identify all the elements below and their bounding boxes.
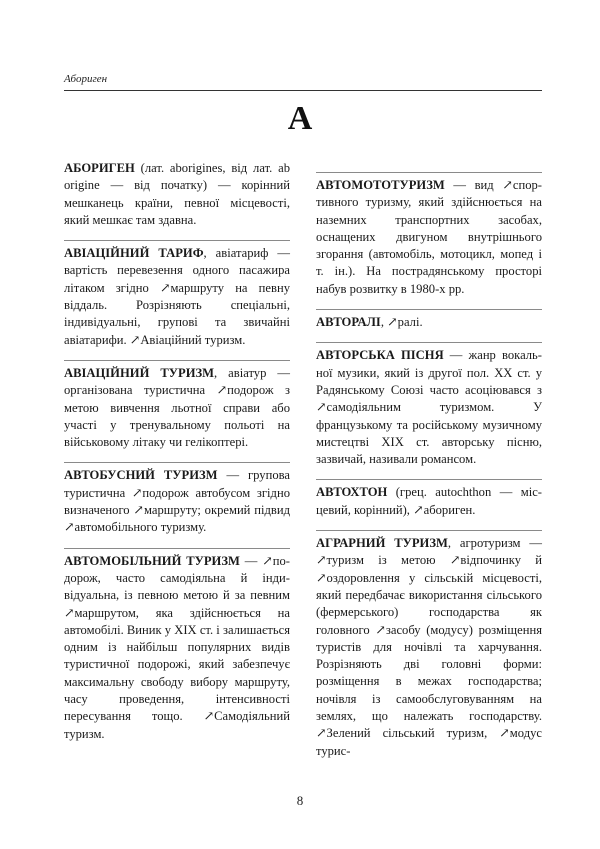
definition: , авіатур — організована туристична ↗подорож з метою вивчення льотної справи або участі у тренувальному польоті на військовому літаку чи гелікоптері. [64,365,290,450]
entry-avtorska-pisnia [316,342,542,468]
headword: АВТОХТОН [316,485,388,500]
entry-avtorali [316,309,542,331]
header-rule [64,90,542,91]
entry-avtomobilnyi-turyzm [64,548,290,743]
definition: — групова туристична ↗подорож автобусом згідно визначеного ↗маршруту; окремий підвид ↗автомобільного туризму. [64,468,291,535]
entry-avtokhton [316,479,542,519]
entry-agrarnyi-turyzm [316,530,542,760]
headword: АВТОМОБІЛЬНИЙ ТУРИЗМ [64,553,240,568]
running-head: Абориген [64,73,108,85]
headword: АВТОМОТОТУРИЗМ [316,178,445,192]
headword: АВІАЦІЙНИЙ ТАРИФ [64,246,204,261]
definition: — вид ↗спортивного туризму, який здійснюється на наземних транспортних засобах, оснащених двигуном внутрішнього згорання (автомобіль, мотоцикл, мопед і т. ін.). На пострадянському просторі набув розвитку в 1980-х рр. [316,178,542,296]
headword: АВТОРСЬКА ПІСНЯ [316,348,444,363]
left-column [64,160,290,754]
definition: (грец. autochthon — місцевий, корінний), ↗абориген. [316,485,542,517]
entry-aviatsiinyi-taryf [64,240,290,349]
entry-aviatsiinyi-turyzm [64,360,290,451]
definition: (лат. aborigines, від лат. ab origine — від початку) — корінний мешканець країни, певної місцевості, який мешкає там здавна. [64,161,290,227]
headword: АВТОБУСНИЙ ТУРИЗМ [64,468,218,483]
page-number: 8 [296,793,304,808]
entry-aborigen [64,160,290,229]
definition: , авіатариф — вартість перевезення одного пасажира літаком згідно ↗маршруту на певну віддаль. Розрізняють спеціальні, індивідуальні, групові та звичайні авіатарифи. ↗Авіаційний туризм. [64,246,290,347]
definition: , агротуризм — ↗туризм із метою ↗відпочинку й ↗оздоровлення у сільській місцевості, який передбачає використання сільського (фермерського) господарства як головного ↗засобу (модусу) розміщення туристів для ночівлі та харчування. Розрізняють дві головні форми: розміщення в межах господарства; ночівля із самообслуговуванням на землях, що належать господарству. ↗Зелений сільський туризм, ↗модус турис- [316,536,542,758]
headword: АГРАРНИЙ ТУРИЗМ [316,536,448,551]
definition: — жанр вокальної музики, який із другої пол. XX ст. у Радянському Союзі часто асоціювався з ↗самодіяльним туризмом. У французькому та російському музичному мистецтві XIX ст. авторську пісню, зазвичай, називали романсом. [316,348,542,467]
headword: АВТОРАЛІ [316,315,381,330]
entry-avtomototuryzm [316,172,542,298]
right-column [316,172,542,771]
definition: , ↗ралі. [380,315,423,330]
headword: АБОРИГЕН [64,161,135,175]
section-letter: А [287,100,313,137]
definition: — ↗подорож, часто самодіяльна й індивідуальна, із певною метою й за певним ↗маршрутом, яка здійснюється на автомобілі. Виник у XIX ст. і залишається одним із найбільш популярних видів туристичної подорожі, який забезпечує максимальну свободу вибору маршруту, часу проведення, інтенсивності пересування тощо. ↗Самодіяльний туризм. [64,553,290,741]
entry-avtobusnyi-turyzm [64,462,290,536]
headword: АВІАЦІЙНИЙ ТУРИЗМ [64,365,215,380]
